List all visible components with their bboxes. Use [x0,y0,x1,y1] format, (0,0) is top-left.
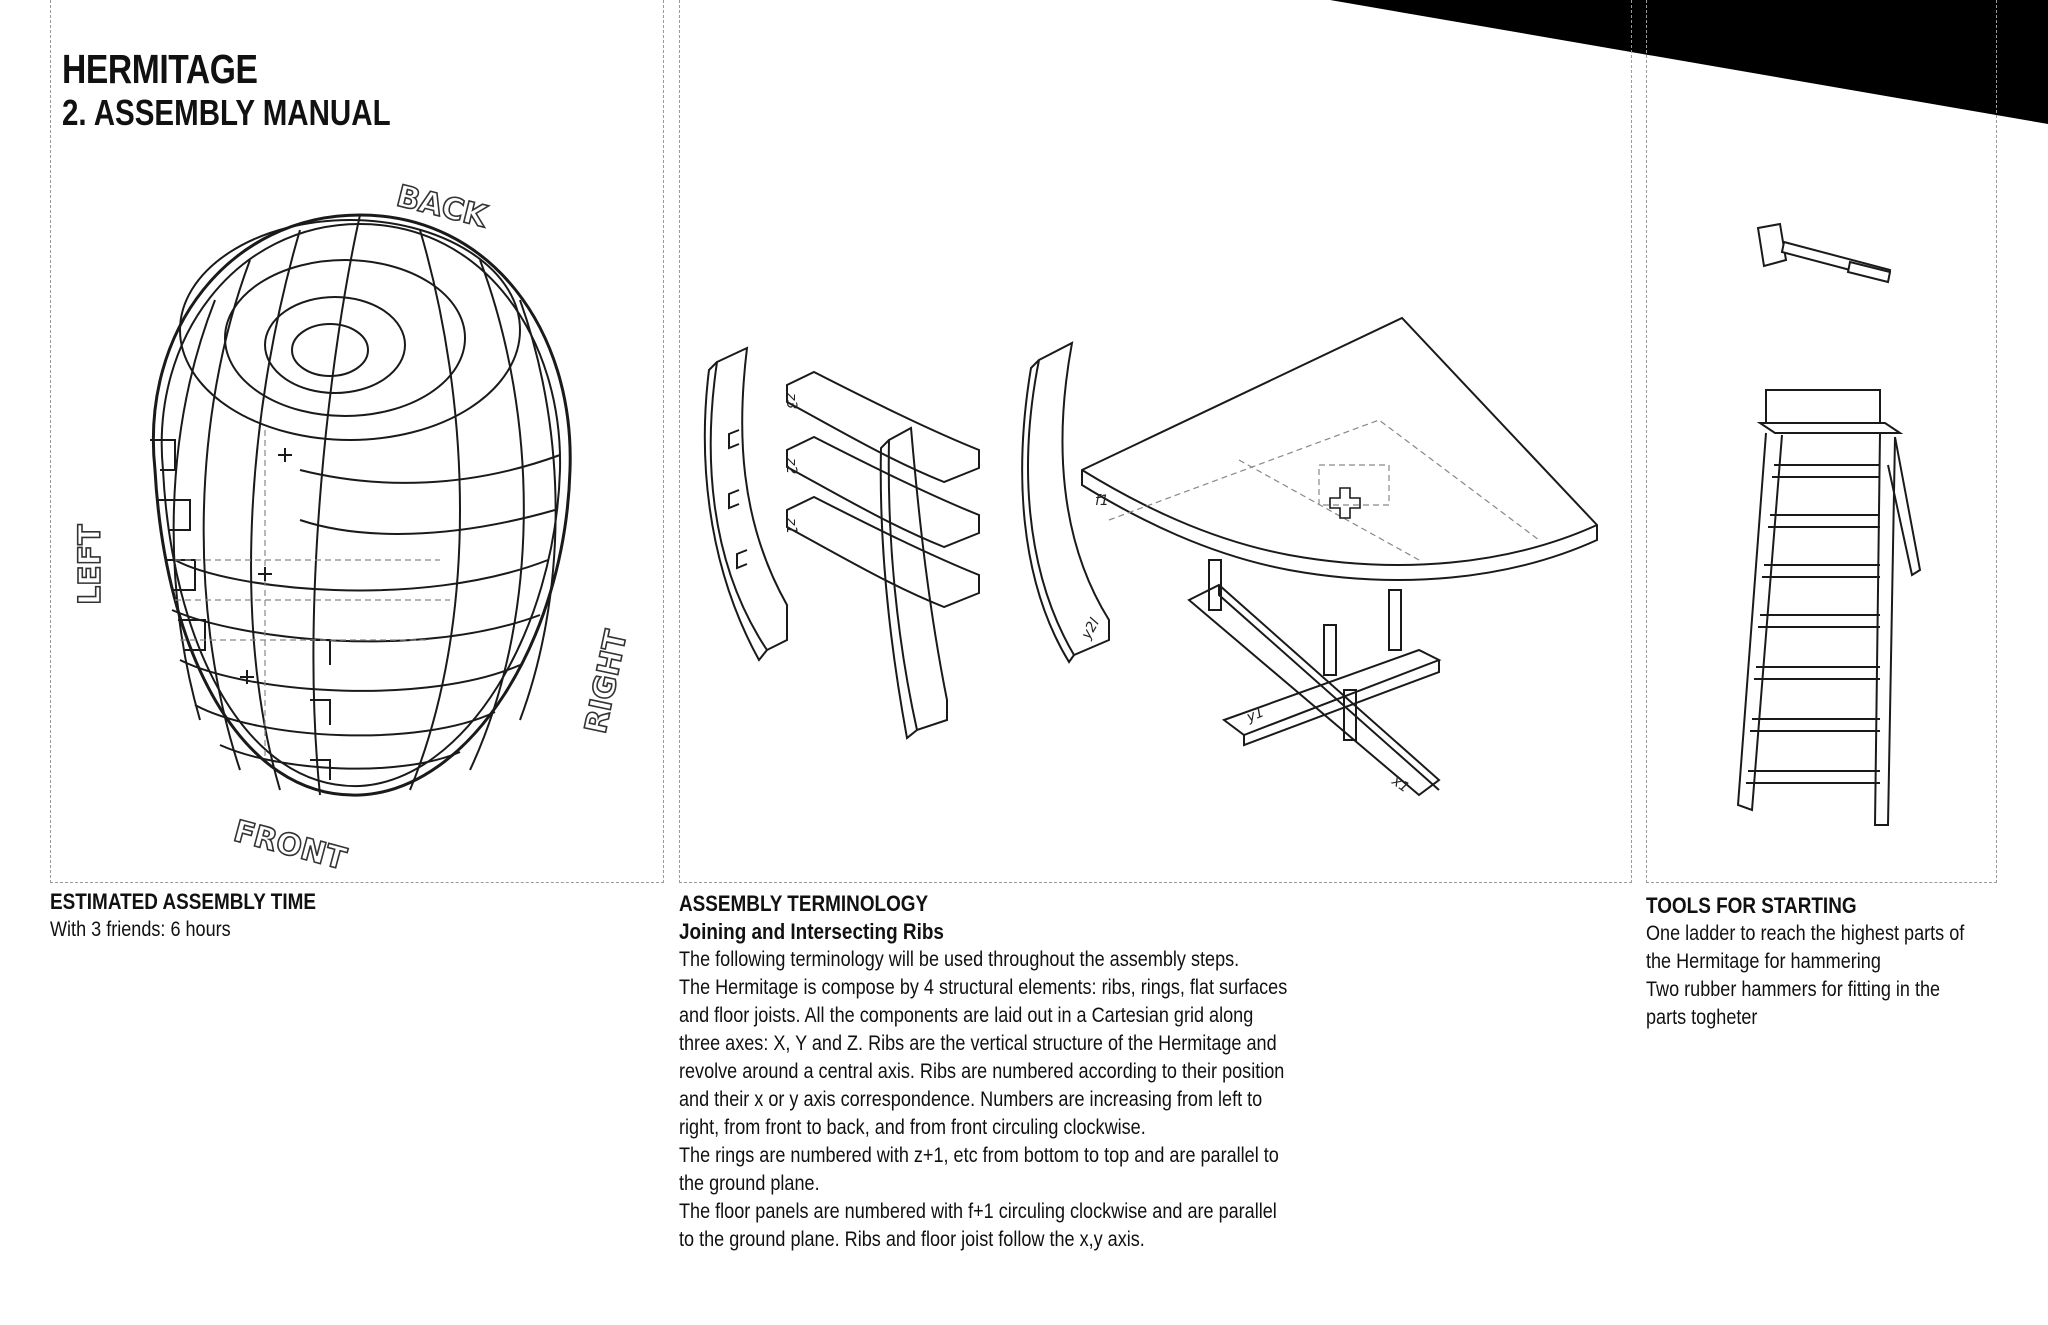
assembly-time-caption [50,888,316,944]
terminology-caption [679,890,1287,1254]
terminology-line: The floor panels are numbered with f+1 circuling clockwise and are parallel [679,1200,1277,1223]
hermitage-egg-diagram [0,0,660,880]
assembly-time-text: With 3 friends: 6 hours [50,918,231,941]
tag-f1: f1 [1095,493,1109,509]
terminology-line: and their x or y axis correspondence. Numbers are increasing from left to [679,1088,1263,1111]
tag-z3: z3 [783,393,799,410]
terminology-subheading: Joining and Intersecting Ribs [679,919,944,944]
terminology-line: The following terminology will be used throughout the assembly steps. [679,948,1240,971]
label-front: FRONT [229,813,350,878]
rubber-hammer-icon [1740,218,1910,288]
terminology-line: The rings are numbered with z+1, etc from bottom to top and are parallel to [679,1144,1279,1167]
terminology-line: right, from front to back, and from front circuling clockwise. [679,1116,1146,1139]
ladder-icon [1730,385,1930,830]
tag-z2: z2 [783,458,799,475]
tools-line: One ladder to reach the highest parts of [1646,922,1965,945]
terminology-heading: ASSEMBLY TERMINOLOGY [679,891,929,916]
page-subtitle: 2. ASSEMBLY MANUAL [62,92,391,133]
label-right: RIGHT [578,627,635,737]
terminology-line: three axes: X, Y and Z. Ribs are the vertical structure of the Hermitage and [679,1032,1277,1055]
tools-heading: TOOLS FOR STARTING [1646,893,1857,918]
tools-line: parts togheter [1646,1006,1758,1029]
tools-caption [1646,892,1964,1032]
tools-line: Two rubber hammers for fitting in the [1646,978,1941,1001]
tag-x1: x1 [1388,773,1412,797]
terminology-line: and floor joists. All the components are laid out in a Cartesian grid along [679,1004,1254,1027]
terminology-line: The Hermitage is compose by 4 structural elements: ribs, rings, flat surfaces [679,976,1288,999]
terminology-line: to the ground plane. Ribs and floor joist follow the x,y axis. [679,1228,1145,1251]
assembly-time-heading: ESTIMATED ASSEMBLY TIME [50,889,316,914]
terminology-diagram [679,0,1630,880]
tag-y2l: y2l [1078,615,1104,642]
label-back: BACK [393,178,491,235]
page-title: HERMITAGE [62,46,258,92]
tag-z1: z1 [783,518,799,535]
terminology-line: the ground plane. [679,1172,820,1195]
terminology-line: revolve around a central axis. Ribs are numbered according to their position [679,1060,1285,1083]
label-left: LEFT [73,524,108,605]
tag-y1: y1 [1244,704,1267,726]
tools-line: the Hermitage for hammering [1646,950,1881,973]
